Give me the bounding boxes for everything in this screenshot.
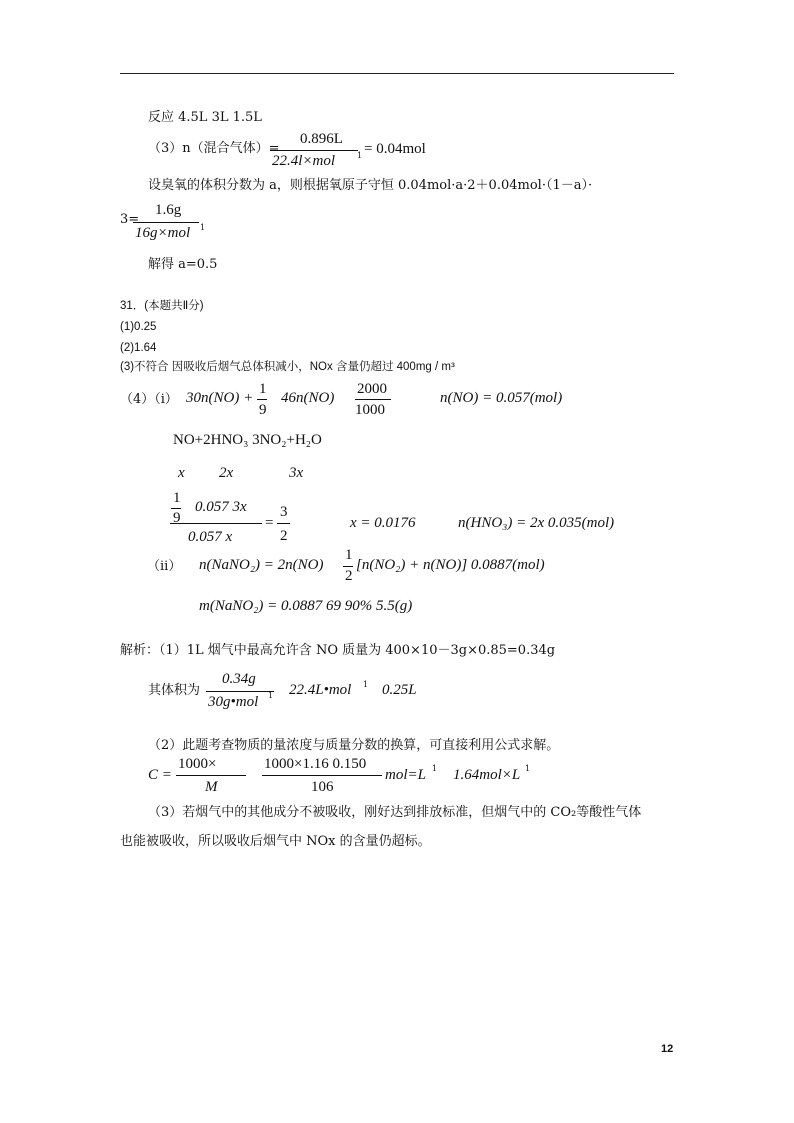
part-ii-expr1: n(NaNO₂) = 2n(NO) xyxy=(199,557,324,573)
reaction-equation: NO+2HNO₃ 3NO₂+H₂O xyxy=(173,432,322,448)
frac-bar xyxy=(355,399,391,400)
mixed-gas-label: （3）n（混合气体）= xyxy=(148,141,280,156)
c-bar xyxy=(176,775,246,776)
three-equals: 3= xyxy=(120,212,140,227)
frac-2000-den: 1000 xyxy=(355,402,385,418)
volume-label: 其体积为 xyxy=(148,683,201,698)
volume-bar xyxy=(206,691,274,692)
hno3-result: n(HNO₃) = 2x 0.035(mol) xyxy=(458,515,615,531)
half-num: 1 xyxy=(345,547,353,563)
fraction-denominator: 22.4l×mol xyxy=(272,153,336,169)
half-bar xyxy=(343,566,353,567)
answer-1: (1)0.25 xyxy=(120,321,157,333)
ratio-2x: 2x xyxy=(219,465,234,481)
volume-numerator: 0.34g xyxy=(222,671,256,687)
fraction-result: = 0.04mol xyxy=(364,141,426,157)
header-rule xyxy=(120,73,674,74)
exponent: 1 xyxy=(268,691,274,700)
answer-4-i-expr1: 30n(NO) + xyxy=(186,390,254,406)
analysis-part-2: （2）此题考查物质的量浓度与质量分数的换算，可直接利用公式求解。 xyxy=(148,738,560,753)
exponent: 1 xyxy=(357,151,363,160)
exponent: 1 xyxy=(363,680,369,689)
ozone-statement: 设臭氧的体积分数为 a，则根据氧原子守恒 0.04mol·a·2＋0.04mol·（1－a）· xyxy=(148,178,593,193)
frac-bar xyxy=(257,399,267,400)
volume-denominator: 30g•mol xyxy=(208,694,259,710)
big-frac-nine: 9 xyxy=(173,510,181,526)
answer-3: (3)不符合 因吸收后烟气总体积减小，NOx 含量仍超过 400mg / m³ xyxy=(120,361,455,373)
frac-1-9-num: 1 xyxy=(259,381,267,397)
equals-sign: = xyxy=(265,515,274,531)
answer-4-i-label: （4）（i） xyxy=(120,392,178,407)
question-31-title: 31．(本题共Ⅱ分) xyxy=(120,300,204,312)
c-label: C = xyxy=(148,767,172,783)
nano2-mass: m(NaNO₂) = 0.0887 69 90% 5.5(g) xyxy=(199,598,413,614)
solution-line: 解得 a=0.5 xyxy=(148,257,218,272)
c-numerator: 1000× xyxy=(178,756,217,772)
frac-2000-num: 2000 xyxy=(357,381,387,397)
fraction-bar xyxy=(270,150,358,151)
small-frac-bar xyxy=(171,508,181,509)
ratio-x: x xyxy=(178,465,185,481)
fraction2-denominator: 16g×mol xyxy=(135,225,191,241)
fraction-numerator: 0.896L xyxy=(300,131,343,147)
c-denominator: M xyxy=(205,779,218,795)
analysis-part-1: 解析：（1）1L 烟气中最高允许含 NO 质量为 400×10－3g×0.85=0.34g xyxy=(120,643,556,658)
c-result: 1.64mol×L xyxy=(453,767,521,783)
big-frac-one: 1 xyxy=(173,490,181,506)
reaction-volumes-line: 反应 4.5L 3L 1.5L xyxy=(148,110,262,125)
ratio-3x: 3x xyxy=(289,465,304,481)
exponent: 1 xyxy=(432,764,438,773)
big-frac-numerator-rest: 0.057 3x xyxy=(195,499,247,515)
exponent: 1 xyxy=(525,764,531,773)
analysis-part-3a: （3）若烟气中的其他成分不被吸收，刚好达到排放标准，但烟气中的 CO₂等酸性气体 xyxy=(148,805,642,820)
x-value: x = 0.0176 xyxy=(350,515,416,531)
fraction2-bar xyxy=(133,222,199,223)
c2-bar xyxy=(262,775,382,776)
volume-result: 0.25L xyxy=(382,682,417,698)
exponent: 1 xyxy=(200,223,206,232)
half-den: 2 xyxy=(345,568,353,584)
analysis-part-3b: 也能被吸收，所以吸收后烟气中 NOx 的含量仍超标。 xyxy=(120,834,431,849)
no-result: n(NO) = 0.057(mol) xyxy=(440,390,563,406)
eq-frac-den: 2 xyxy=(280,528,288,544)
answer-4-i-expr2: 46n(NO) xyxy=(281,390,335,406)
c2-numerator: 1000×1.16 0.150 xyxy=(264,756,367,772)
answer-2: (2)1.64 xyxy=(120,342,157,354)
big-frac-denominator: 0.057 x xyxy=(188,529,233,545)
fraction2-numerator: 1.6g xyxy=(155,202,182,218)
eq-frac-bar xyxy=(277,523,290,524)
volume-molar: 22.4L•mol xyxy=(289,682,352,698)
part-ii-label: （ii） xyxy=(147,559,182,574)
frac-1-9-den: 9 xyxy=(259,402,267,418)
page-number: 12 xyxy=(661,1043,674,1055)
big-frac-bar xyxy=(170,523,262,524)
part-ii-expr2: [n(NO₂) + n(NO)] 0.0887(mol) xyxy=(356,557,545,573)
c-unit: mol=L xyxy=(385,767,426,783)
c2-denominator: 106 xyxy=(311,779,334,795)
eq-frac-num: 3 xyxy=(280,504,288,520)
